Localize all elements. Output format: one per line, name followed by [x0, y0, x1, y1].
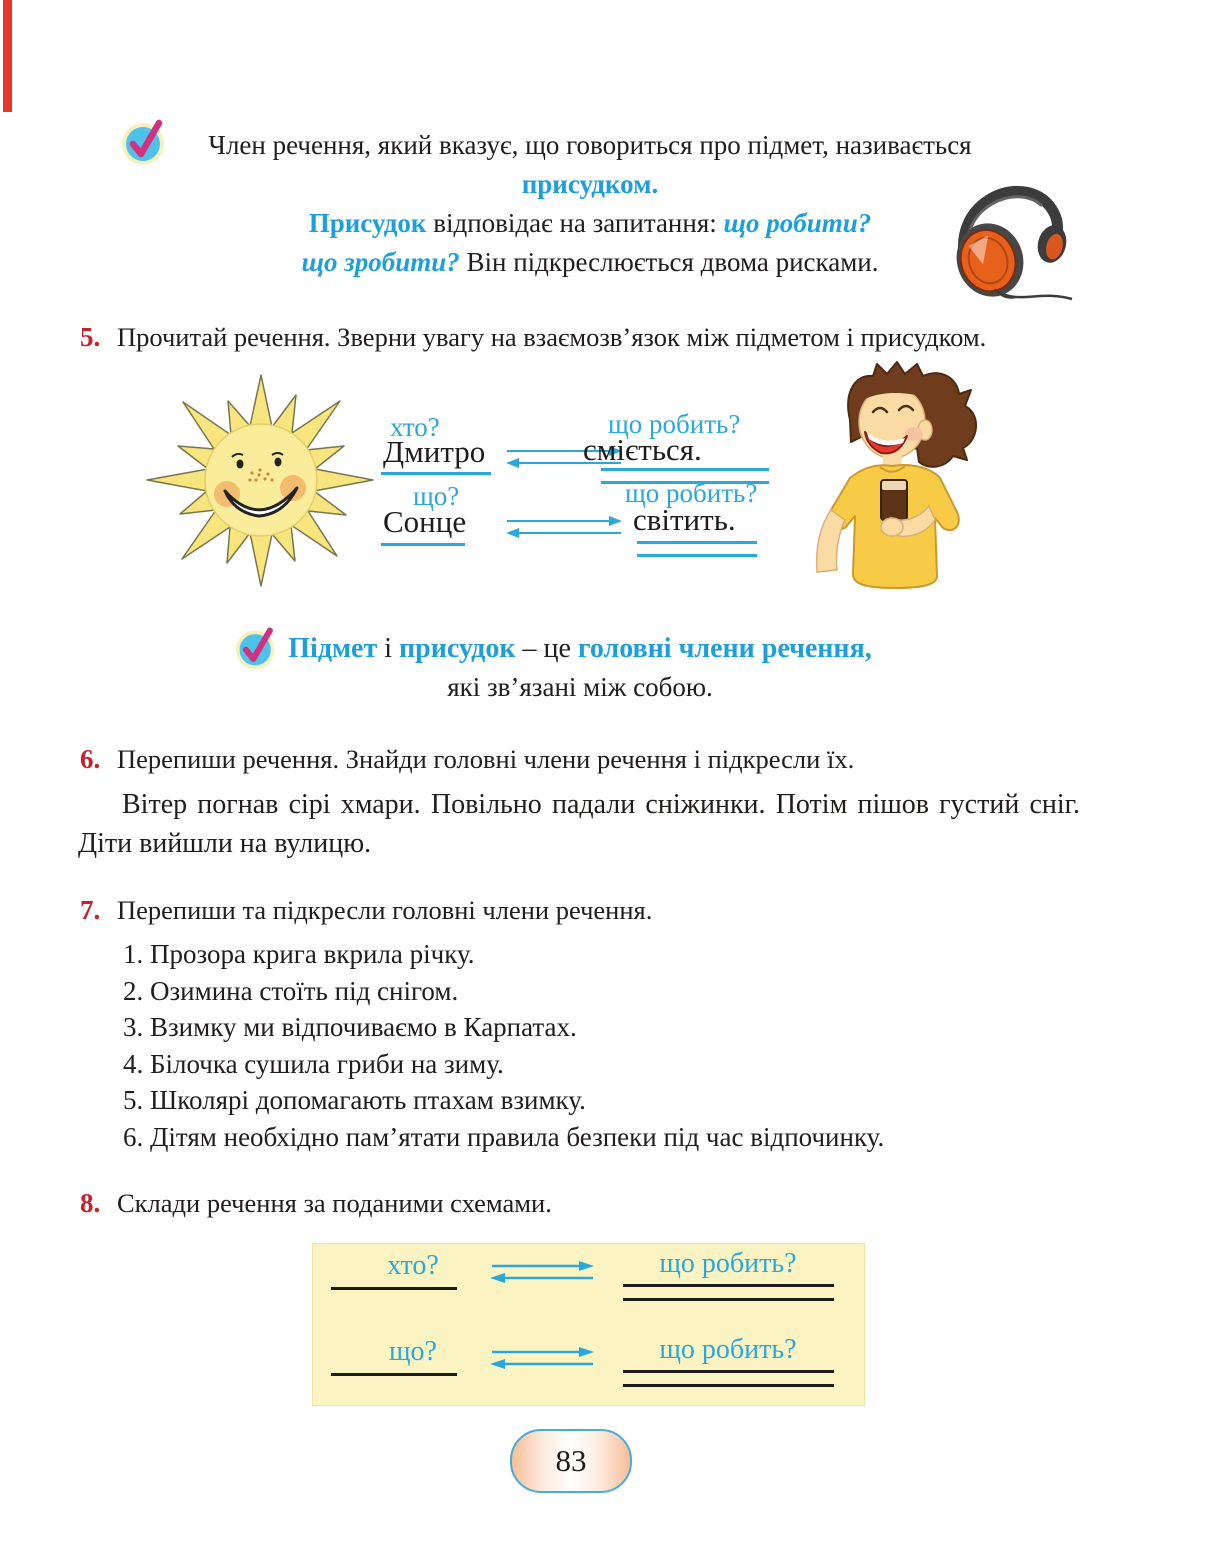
exercise7-title: Перепиши та підкресли головні члени речення.	[117, 895, 653, 925]
page-number: 83	[555, 1443, 587, 1478]
diagram-row2-subject-question: що?	[413, 481, 460, 511]
diagram-row2-subject-underline	[381, 543, 465, 546]
page-number-badge	[510, 1429, 632, 1493]
schema-row1-subject-question: хто?	[387, 1250, 439, 1281]
list-item: 4. Білочка сушила гриби на зиму.	[123, 1048, 504, 1079]
exercise8-title: Склади речення за поданими схемами.	[117, 1188, 552, 1218]
exercise7-number: 7.	[80, 895, 101, 925]
exercise6-header	[80, 742, 1100, 776]
exercise5-number: 5.	[80, 322, 101, 352]
term-prysudok: Присудок	[308, 208, 427, 238]
diagram-row1-subject-underline	[381, 472, 491, 475]
schema-row2-subject-underline	[331, 1373, 457, 1376]
schema-row2-predicate-double-underline	[623, 1370, 834, 1387]
diagram-row2-predicate-double-underline	[637, 541, 757, 557]
diagram-row1-predicate-question: що робить?	[608, 409, 741, 439]
schema-row1-subject-underline	[331, 1287, 457, 1290]
schema-row1-predicate-question: що робить?	[659, 1248, 797, 1279]
exercise7-header	[80, 893, 1100, 927]
rule2-dash: – це	[515, 633, 578, 664]
list-item: 3. Взимку ми відпочиваємо в Карпатах.	[123, 1012, 577, 1043]
exercise7-list	[123, 936, 1103, 1156]
rule2-text: які зв’язані між собою.	[447, 672, 713, 702]
exercise8-number: 8.	[80, 1188, 101, 1218]
rule2-line2	[120, 668, 1040, 706]
term-prysudkom: присудком.	[521, 169, 659, 199]
schema-row2-predicate-question: що робить?	[659, 1334, 797, 1365]
list-item: 6. Дітям необхідно пам’ятати правила безпеки під час відпочинку.	[123, 1121, 885, 1152]
diagram-row1-subject-question: хто?	[390, 412, 440, 442]
rule-box-predicate	[105, 126, 1075, 282]
rule1-line2	[105, 165, 1075, 204]
schema-row2-subject-question: що?	[389, 1336, 437, 1367]
term-holovni-chleny: головні члени речення,	[577, 633, 872, 664]
diagram-row1-predicate: сміється.	[583, 432, 702, 467]
exercise5-title: Прочитай речення. Зверни увагу на взаємозв’язок між підметом і присудком.	[117, 322, 987, 352]
rule1-line1	[105, 126, 1075, 165]
question-scho-robyty: що робити?	[723, 208, 872, 238]
term-prysudok2: присудок	[399, 633, 516, 664]
list-item: 1. Прозора крига вкрила річку.	[123, 939, 475, 969]
rule1-text3: Він підкреслюється двома рисками.	[459, 247, 879, 277]
term-pidmet: Підмет	[288, 633, 378, 664]
rule2-line1	[120, 630, 1040, 668]
sun-illustration	[132, 368, 390, 603]
page-edge-tab	[3, 0, 12, 112]
diagram-row2-predicate: світить.	[633, 502, 736, 537]
schema-row2-reciprocal-arrows-icon	[489, 1346, 595, 1370]
rule1-line3	[105, 204, 1075, 243]
schema-row1-predicate-double-underline	[623, 1284, 834, 1301]
schema-row1-reciprocal-arrows-icon	[489, 1260, 595, 1284]
schema-box	[312, 1243, 865, 1406]
diagram-row1-subject: Дмитро	[383, 434, 486, 469]
diagram-row2-reciprocal-arrows-icon	[505, 514, 623, 540]
headphones-icon	[938, 170, 1076, 302]
rule1-text: Член речення, який вказує, що говориться про підмет, називається	[208, 130, 972, 160]
exercise6-title: Перепиши речення. Знайди головні члени речення і підкресли їх.	[117, 744, 855, 774]
list-item: 5. Школярі допомагають птахам взимку.	[123, 1085, 586, 1116]
rule1-line4	[105, 243, 1075, 282]
diagram-row2-subject: Сонце	[383, 504, 467, 539]
exercise6-text: Вітер погнав сірі хмари. Повільно падали сніжинки. Потім пішов густий сніг. Діти вийшли на вулицю.	[78, 789, 1080, 859]
exercise6-number: 6.	[80, 744, 101, 774]
exercise5-header	[80, 320, 1100, 354]
exercise8-header	[80, 1186, 1100, 1220]
question-scho-zrobyty: що зробити?	[301, 247, 460, 277]
laughing-boy-illustration	[795, 360, 990, 592]
rule2-conj: і	[377, 633, 400, 664]
rule-box-main-members	[120, 630, 1040, 706]
list-item: 2. Озимина стоїть під снігом.	[123, 975, 459, 1006]
diagram-row2-predicate-question: що робить?	[625, 478, 758, 508]
rule1-text2: відповідає на запитання:	[426, 208, 724, 238]
